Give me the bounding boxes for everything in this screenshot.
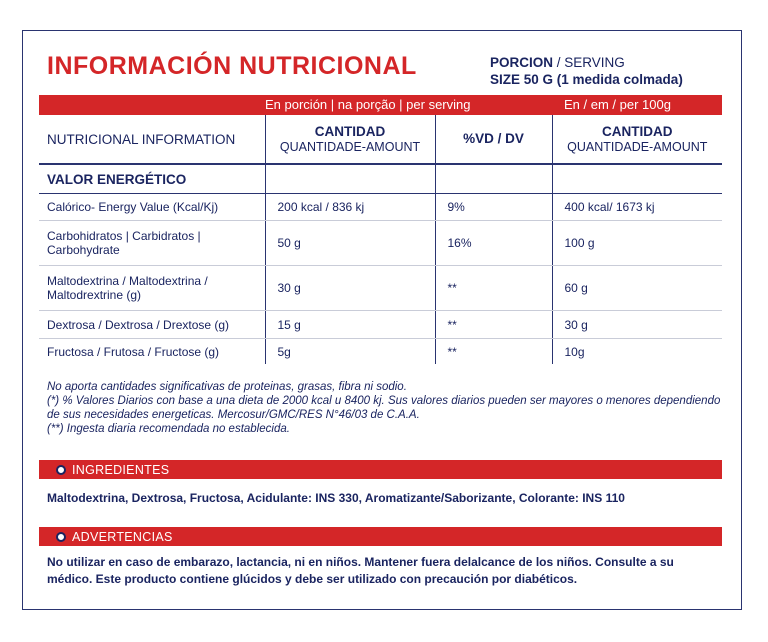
amount-100g: 60 g xyxy=(552,266,722,311)
table-row xyxy=(39,266,722,311)
daily-value: ** xyxy=(435,266,552,311)
energy-heading: VALOR ENERGÉTICO xyxy=(39,164,265,194)
warnings-heading-bar xyxy=(39,527,722,546)
header-nutrient: NUTRICIONAL INFORMATION xyxy=(39,115,265,164)
ingredients-text: Maltodextrina, Dextrosa, Fructosa, Acidulante: INS 330, Aromatizante/Saborizante, Colorante: INS 110 xyxy=(47,491,625,505)
table-row xyxy=(39,221,722,266)
footnote: No aporta cantidades significativas de proteinas, grasas, fibra ni sodio. xyxy=(47,381,407,393)
header-dv: %VD / DV xyxy=(435,115,552,164)
energy-section-row xyxy=(39,164,722,194)
amount-serving: 50 g xyxy=(265,221,435,266)
amount-100g: 400 kcal/ 1673 kj xyxy=(552,194,722,221)
serving-size-info xyxy=(490,54,683,88)
nutrient-name: Maltodextrina / Maltodextrina / Maltodrextrine (g) xyxy=(39,266,265,311)
daily-value: 16% xyxy=(435,221,552,266)
nutrient-name: Fructosa / Frutosa / Fructose (g) xyxy=(47,344,220,359)
footnotes xyxy=(47,380,727,436)
amount-100g: 10g xyxy=(552,339,722,365)
page-title: INFORMACIÓN NUTRICIONAL xyxy=(47,52,417,80)
daily-value: 9% xyxy=(435,194,552,221)
footnote: (*) % Valores Diarios con base a una dieta de 2000 kcal u 8400 kj. Sus valores diarios pueden ser mayores o menores dependiendo de sus necesidades energeticas. Mercosur/GMC/RES N°46/03 de C.A.A. xyxy=(47,395,721,421)
daily-value: ** xyxy=(435,339,552,365)
per-serving-label: En porción | na porção | per serving xyxy=(265,97,471,112)
footnote: (**) Ingesta diaria recomendada no establecida. xyxy=(47,423,290,435)
column-group-band xyxy=(39,95,722,115)
ingredients-heading: INGREDIENTES xyxy=(72,463,170,477)
per-100g-label: En / em / per 100g xyxy=(564,97,671,112)
nutrient-name: Dextrosa / Dextrosa / Drextose (g) xyxy=(39,311,265,339)
ingredients-heading-bar xyxy=(39,460,722,479)
nutrient-name: Carbohidratos | Carbidratos | Carbohydrate xyxy=(39,221,265,266)
warnings-text: No utilizar en caso de embarazo, lactancia, ni en niños. Mantener fuera delalcance de los niños. Consulte a su médico. Este producto contiene glúcidos y debe ser utilizado con precaución por diabéticos. xyxy=(47,555,674,586)
table-row xyxy=(39,339,722,365)
table-header-row xyxy=(39,115,722,164)
bullet-icon xyxy=(56,465,66,475)
header-amount-100g: CANTIDAD QUANTIDADE-AMOUNT xyxy=(552,115,722,164)
amount-serving: 30 g xyxy=(265,266,435,311)
amount-serving: 5g xyxy=(265,339,435,365)
header-amount-serving: CANTIDAD QUANTIDADE-AMOUNT xyxy=(265,115,435,164)
amount-100g: 30 g xyxy=(552,311,722,339)
table-row xyxy=(39,194,722,221)
daily-value: ** xyxy=(435,311,552,339)
nutrient-name: Calórico- Energy Value (Kcal/Kj) xyxy=(39,194,265,221)
amount-serving: 200 kcal / 836 kj xyxy=(265,194,435,221)
warnings-heading: ADVERTENCIAS xyxy=(72,530,173,544)
bullet-icon xyxy=(56,532,66,542)
portion-label-en: / SERVING xyxy=(553,55,625,70)
nutrition-table xyxy=(39,115,722,364)
portion-label: PORCION xyxy=(490,55,554,70)
amount-100g: 100 g xyxy=(552,221,722,266)
amount-serving: 15 g xyxy=(265,311,435,339)
table-row xyxy=(39,311,722,339)
serving-size: SIZE 50 G (1 medida colmada) xyxy=(490,72,683,87)
